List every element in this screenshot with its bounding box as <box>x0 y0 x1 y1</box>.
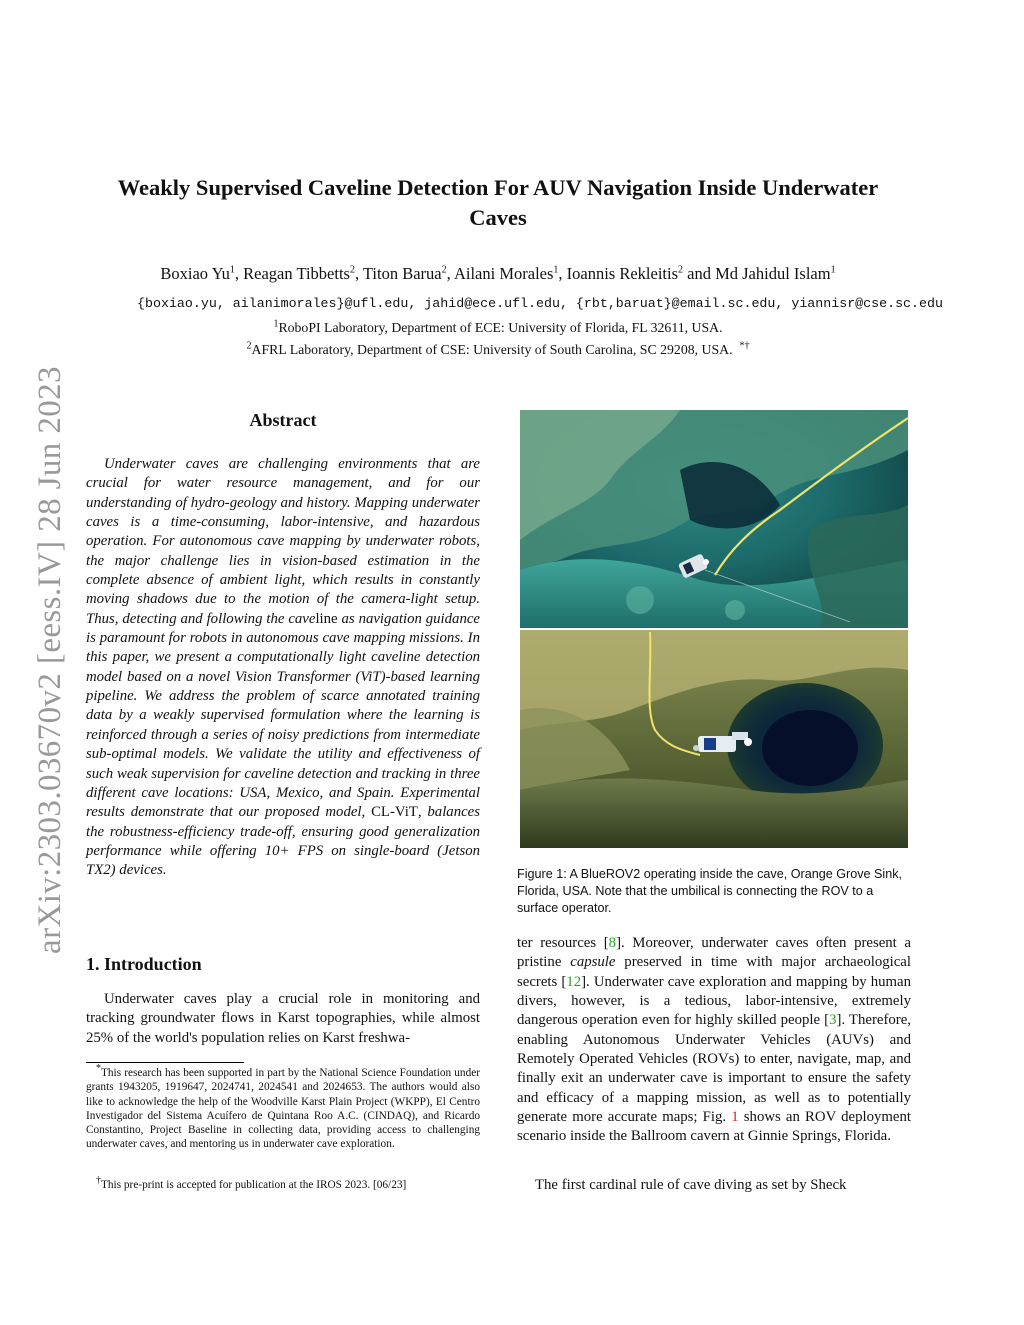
arxiv-identifier: arXiv:2303.03670v2 [eess.IV] 28 Jun 2023 <box>32 366 68 954</box>
author-affil-mark: 2 <box>349 264 355 276</box>
footnote-funding <box>86 1063 480 1152</box>
intro-text: ter resources [ <box>517 935 609 951</box>
author-emails: {boxiao.yu, ailanimorales}@ufl.edu, jahid@ece.ufl.edu, {rbt,baruat}@email.sc.edu, yiannisr@cse.sc.edu <box>137 296 943 311</box>
intro-text: preserved in time with major archaeological secrets [ <box>517 954 911 990</box>
model-name: CL-ViT <box>371 804 418 821</box>
affiliation-text: AFRL Laboratory, Department of CSE: University of South Carolina, SC 29208, USA. <box>251 342 733 357</box>
intro-text: shows an ROV deployment scenario inside the Ballroom cavern at Ginnie Springs, Florida. <box>517 1109 911 1145</box>
intro-paragraph: Underwater caves play a crucial role in monitoring and tracking groundwater flows in Karst topographies, while almost 25% of the world's population relies on Karst freshwa- <box>86 991 480 1046</box>
intro-emphasis: capsule <box>570 954 616 971</box>
figure-1-caption: Figure 1: A BlueROV2 operating inside the cave, Orange Grove Sink, Florida, USA. Note that the umbilical is connecting the ROV to a surface operator. <box>517 867 903 915</box>
citation-link[interactable]: 12 <box>566 973 582 990</box>
figure-1-image <box>520 410 908 848</box>
author-affil-mark: 1 <box>830 264 836 276</box>
author-name: Titon Barua <box>362 264 442 283</box>
author-name: Boxiao Yu <box>160 264 230 283</box>
footnote-text: This research has been supported in part by the National Science Foundation under grants 1943205, 1919647, 2024741, 2024541 and 2024653. The authors would also like to acknowledge the help of the Woodville Karst Plain Project (WKPP), El Centro Investigador del Sistema Acuífero de Quintana Roo A.C. (CINDAQ), and Ricardo Constantino, Project Baseline in collecting data, providing access to challenging underwater caves, and mentoring us in underwater cave exploration. <box>86 1067 480 1151</box>
intro-text: ]. Underwater cave exploration and mapping by human divers, however, is a tedious, labor-intensive, extremely dangerous operation even for highly skilled people [ <box>517 973 911 1029</box>
author-affil-mark: 2 <box>441 264 447 276</box>
abstract-term: line <box>315 610 338 627</box>
citation-link[interactable]: 3 <box>829 1012 837 1029</box>
figure-reference-link[interactable]: 1 <box>731 1109 739 1126</box>
author-name: Ailani Morales <box>453 264 554 283</box>
intro-paragraph-continued <box>517 934 911 1147</box>
affiliation-text: RoboPI Laboratory, Department of ECE: University of Florida, FL 32611, USA. <box>278 320 723 335</box>
citation-link[interactable]: 8 <box>608 935 617 951</box>
section-heading-introduction: 1. Introduction <box>86 954 202 974</box>
author-affil-mark: 2 <box>678 264 684 276</box>
affiliation-2 <box>100 342 896 358</box>
author-name: Ioannis Rekleitis <box>566 264 679 283</box>
intro-paragraph-2: The first cardinal rule of cave diving as set by Sheck <box>535 1177 847 1193</box>
author-affil-mark: 1 <box>553 264 559 276</box>
author-list: Boxiao Yu$^1$, Reagan Tibbetts$^2$, Titon Barua$^2$, Ailani Morales$^1$, Ioannis Rekleitis$^2$ and Md Jahidul Islam$^1$ <box>160 264 836 283</box>
abstract-body <box>86 455 480 881</box>
author-name: Md Jahidul Islam <box>715 264 831 283</box>
abstract-text: as navigation guidance is paramount for robots in autonomous cave mapping missions. In this paper, we present a computationally light caveline detection model based on a novel Vision Transformer (ViT)-based learning pipeline. We address the problem of scarce annotated training data by a weakly supervised formulation where the learning is reinforced through a series of noisy predictions from intermediate sub-optimal models. We validate the utility and effectiveness of such weak supervision for caveline detection and tracking in three different cave locations: USA, Mexico, and Spain. Experimental results demonstrate that our proposed model, <box>86 610 480 821</box>
footnote-preprint <box>86 1175 480 1192</box>
author-name: Reagan Tibbetts <box>243 264 350 283</box>
footnote-mark: † <box>96 1175 101 1187</box>
affil-mark: 2 <box>246 340 252 352</box>
author-affil-mark: 1 <box>229 264 235 276</box>
abstract-text: , balances the robustness-efficiency trade-off, ensuring good generalization performance while offering 10+ FPS on single-board (Jetson TX2) devices. <box>86 804 480 879</box>
figure-top-photo <box>520 410 908 628</box>
footnote-text: This pre-print is accepted for publication at the IROS 2023. [06/23] <box>101 1179 407 1191</box>
footnote-mark: * <box>96 1063 101 1075</box>
abstract-text: Underwater caves are challenging environments that are crucial for water resource management, and for our understanding of hydro-geology and history. Mapping underwater caves is a time-consuming, labor-intensive, and hazardous operation. For autonomous cave mapping by underwater robots, the major challenge lies in vision-based estimation in the complete absence of ambient light, which results in constantly moving shadows due to the motion of the camera-light setup. Thus, detecting and following the cave <box>86 456 480 627</box>
intro-text: ]. Moreover, underwater caves often present a pristine <box>517 935 911 971</box>
affil-mark: 1 <box>273 318 279 330</box>
affiliation-1 <box>100 320 896 336</box>
footnote-marks: *† <box>739 340 750 352</box>
paper-title: Weakly Supervised Caveline Detection For AUV Navigation Inside Underwater Caves <box>117 175 879 230</box>
footnote-divider <box>86 1062 244 1063</box>
intro-text: ]. Therefore, enabling Autonomous Underwater Vehicles (AUVs) and Remotely Operated Vehicles (ROVs) to enter, navigate, map, and finally exit an underwater cave is important to ensure the safety and efficacy of a mapping mission, as well as to potentially generate more accurate maps; Fig. <box>517 1012 911 1126</box>
abstract-heading: Abstract <box>249 410 317 430</box>
figure-bottom-photo <box>520 630 908 848</box>
